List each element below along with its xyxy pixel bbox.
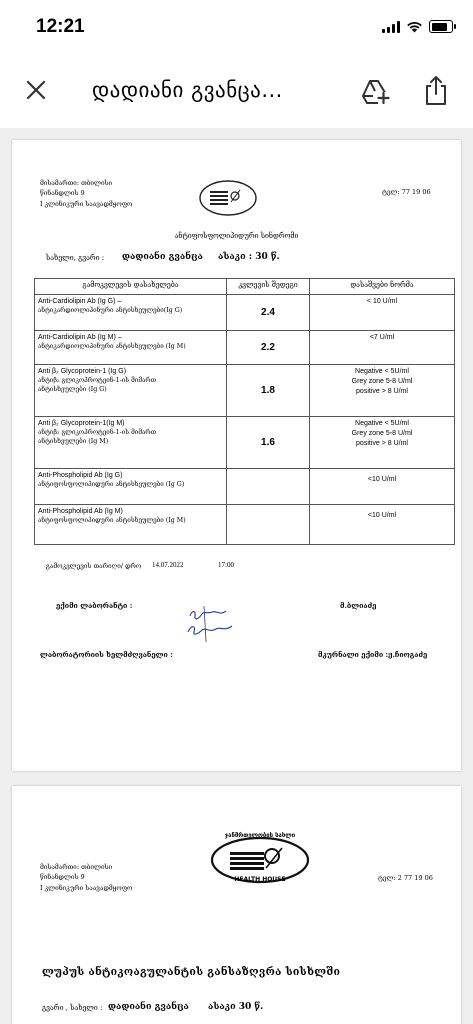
address-line-2: წინანდლის 9 xyxy=(40,189,85,198)
norm-negative: Negative < 5U/ml xyxy=(355,368,409,375)
test-name-ka: ანტიკარდიოლიპინური ანტისხეულები (Ig M) xyxy=(38,342,186,350)
test-name-en: Anti-Phospholipid Ab (Ig G) xyxy=(38,472,123,479)
table-row xyxy=(35,469,455,505)
logo-caption-top: ჯანმრთელობის სახლი xyxy=(224,832,296,839)
test-name-ka: ანტიფოსფოლიპიდური ანტისხეულები (Ig G) xyxy=(38,480,185,488)
wifi-icon xyxy=(406,21,423,33)
phone-number: ტელ: 77 19 06 xyxy=(382,188,431,196)
test-date-label: გამოკვლევის თარიღი/ დრო xyxy=(46,562,142,570)
norm-value: <10 U/ml xyxy=(367,512,397,519)
patient-label: სახელი, გვარი : xyxy=(46,254,105,262)
patient-name: დადიანი გვანცა xyxy=(108,1002,189,1012)
result-cell: 2.2 xyxy=(227,331,310,365)
norm-grey-zone: Grey zone 5-8 U/ml xyxy=(351,377,413,385)
test-name-cell xyxy=(35,331,227,365)
share-icon[interactable] xyxy=(423,74,449,106)
phone-number: ტელ: 2 77 19 06 xyxy=(378,874,433,882)
norm-value: < 10 U/ml xyxy=(366,298,398,305)
test-name-cell xyxy=(35,505,227,545)
status-icons xyxy=(382,20,453,33)
patient-age: ასაკი 30 წ. xyxy=(208,1002,264,1012)
address-line-3: I კლინიკური საავადმყოფო xyxy=(40,883,133,892)
table-row xyxy=(35,331,455,365)
result-cell: 2.4 xyxy=(227,295,310,331)
status-bar xyxy=(0,0,473,56)
test-time: 17:00 xyxy=(218,561,234,569)
norm-value: <7 U/ml xyxy=(369,334,395,341)
test-name-en: Anti-Phospholipid Ab (Ig M) xyxy=(38,508,123,515)
norm-cell xyxy=(310,365,455,417)
test-name-ka: ანტიკარდიოლიპინური ანტისხეულები(Ig G) xyxy=(38,306,183,314)
battery-icon xyxy=(429,20,453,33)
norm-positive: positive > 8 U/ml xyxy=(356,439,408,447)
clinic-address xyxy=(40,178,132,209)
status-time: 12:21 xyxy=(36,16,85,37)
close-icon[interactable] xyxy=(24,78,48,102)
norm-cell xyxy=(310,469,455,505)
norm-cell xyxy=(310,417,455,469)
result-cell xyxy=(227,469,310,505)
test-name-ka: ანტიβ₂ გლიკოპროტეინ-1-ის მიმართ xyxy=(38,376,157,384)
clinic-address xyxy=(40,862,132,893)
health-house-logo xyxy=(198,178,258,218)
cellular-signal-icon xyxy=(382,21,400,33)
address-line-1: მისამართი: თბილისი xyxy=(40,863,113,871)
document-page-2 xyxy=(12,786,461,1024)
table-row xyxy=(35,295,455,331)
table-row xyxy=(35,505,455,545)
patient-label: გვარი , სახელი : xyxy=(42,1004,103,1012)
test-name-cell xyxy=(35,469,227,505)
handwritten-signature xyxy=(182,602,240,646)
column-header-norm: დასაშვები ნორმა xyxy=(310,279,455,295)
test-name-cell xyxy=(35,365,227,417)
logo-caption-bottom: HEALTH HOUSE xyxy=(234,876,286,883)
report-heading: ლუპუს ანტიკოაგულანტის განსაზღვრა სისხლში xyxy=(42,966,341,978)
patient-age: ასაკი : 30 წ. xyxy=(218,252,280,262)
test-name-ka: ანტიβ₂ გლიკოპროტეინ-1-ის მიმართ xyxy=(38,428,157,436)
norm-cell xyxy=(310,331,455,365)
health-house-logo xyxy=(208,830,312,888)
norm-grey-zone: Grey zone 5-8 U/ml xyxy=(351,429,413,437)
test-name-ka-2: ანტისხეულები (Ig G) xyxy=(38,385,107,393)
document-viewer[interactable] xyxy=(0,128,473,1024)
report-subtitle: ანტიფოსფოლიპიდური სინდრომი xyxy=(174,232,299,240)
patient-name: დადიანი გვანცა xyxy=(122,252,203,262)
address-line-2: წინანდლის 9 xyxy=(40,873,85,882)
table-row xyxy=(35,417,455,469)
test-date: 14.07.2022 xyxy=(152,561,184,569)
test-name-en: Anti β₂ Glycoprotein-1(Ig M) xyxy=(38,420,125,427)
result-cell: 1.6 xyxy=(227,417,310,469)
table-row xyxy=(35,365,455,417)
viewer-header xyxy=(0,56,473,128)
norm-cell xyxy=(310,505,455,545)
lab-tech-label: ექიმი ლაბორანტი : xyxy=(56,601,133,610)
test-name-cell xyxy=(35,417,227,469)
lab-head-label: ლაბორატორიის ხელმძღვანელი : xyxy=(40,650,173,659)
physician-label: მკურნალი ექიმი : xyxy=(318,650,389,659)
result-cell: 1.8 xyxy=(227,365,310,417)
test-name-cell xyxy=(35,295,227,331)
results-table xyxy=(34,278,455,545)
test-name-en: Anti-Cardiolipin Ab (Ig G) – xyxy=(38,298,122,305)
column-header-test: გამოკვლევის დასახელება xyxy=(35,279,227,295)
norm-value: <10 U/ml xyxy=(367,476,397,483)
test-name-ka: ანტიფოსფოლიპიდური ანტისხეულები (Ig M) xyxy=(38,516,186,524)
document-page-1 xyxy=(12,140,461,771)
table-header-row xyxy=(35,279,455,295)
document-title: დადიანი გვანცა... xyxy=(92,78,283,102)
physician-name: ჟ.ჩიოგაძე xyxy=(388,650,428,659)
address-line-3: I კლინიკური საავადმყოფო xyxy=(40,199,133,208)
lab-tech-name: მ.ბლიაძე xyxy=(340,601,377,610)
battery-level xyxy=(432,23,447,31)
add-to-drive-icon[interactable] xyxy=(360,78,390,106)
test-name-en: Anti β₂ Glycoprotein-1 (Ig G) xyxy=(38,368,127,375)
norm-positive: positive > 8 U/ml xyxy=(356,387,408,395)
address-line-1: მისამართი: თბილისი xyxy=(40,179,113,187)
column-header-result: კვლევის შედეგი xyxy=(227,279,310,295)
norm-negative: Negative < 5U/ml xyxy=(355,420,409,427)
norm-cell xyxy=(310,295,455,331)
result-cell xyxy=(227,505,310,545)
test-name-en: Anti-Cardiolipin Ab (Ig M) – xyxy=(38,334,122,341)
test-name-ka-2: ანტისხეულები (Ig M) xyxy=(38,437,109,445)
